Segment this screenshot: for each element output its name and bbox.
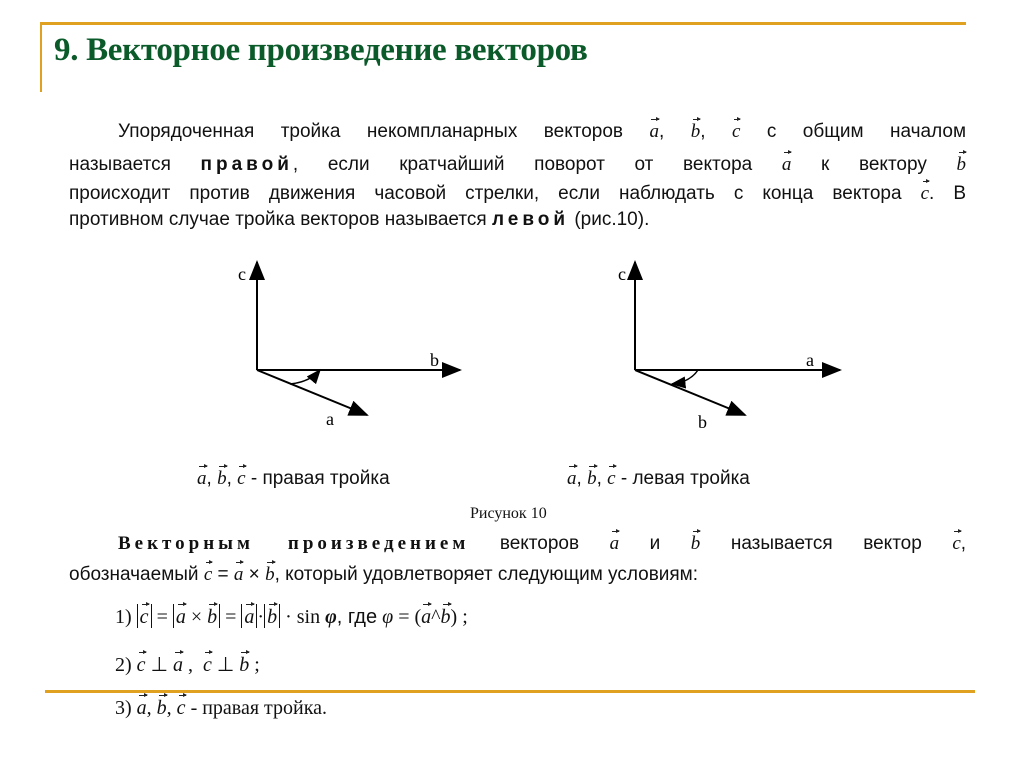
- vec-b: b: [956, 154, 967, 175]
- text: - правая тройка: [250, 468, 390, 489]
- text: называется: [69, 154, 171, 175]
- vec-b: b: [267, 606, 278, 628]
- vec-b: b: [207, 606, 218, 628]
- phi: φ: [325, 606, 337, 628]
- vec-b: b: [239, 654, 250, 676]
- vec-c: c: [176, 697, 186, 719]
- vec-b: b: [587, 468, 597, 489]
- definition-line-1: [118, 531, 966, 555]
- vector-b-arrow: [635, 370, 745, 415]
- text: векторов: [499, 533, 580, 554]
- vec-a: a: [649, 121, 659, 142]
- label-b: b: [430, 350, 439, 370]
- item-number: 1): [115, 606, 132, 628]
- text: - правая тройка.: [190, 697, 328, 719]
- vec-c: c: [202, 654, 212, 676]
- vec-b: b: [690, 121, 701, 142]
- rotation-arc: [672, 370, 698, 384]
- vec-b: b: [156, 697, 167, 719]
- vec-a: a: [567, 468, 577, 489]
- label-a: a: [806, 350, 814, 370]
- vec-triple: a, b, c: [649, 121, 741, 142]
- text: называется вектор: [730, 533, 922, 554]
- label-b: b: [698, 412, 707, 432]
- text: к вектору: [821, 154, 927, 175]
- text: , где: [336, 606, 378, 628]
- vec-c: c: [203, 564, 213, 585]
- vec-c: c: [139, 606, 149, 628]
- text: противном случае тройка векторов называется: [69, 209, 487, 230]
- text: . В: [929, 183, 967, 204]
- vec-a: a: [781, 154, 792, 175]
- text: и: [649, 533, 661, 554]
- sin: sin: [296, 606, 321, 628]
- vec-c: c: [731, 121, 741, 142]
- page-title: 9. Векторное произведение векторов: [54, 32, 588, 68]
- vec-c: c: [920, 183, 930, 204]
- text: , который удовлетворяет следующим условиям:: [274, 564, 699, 585]
- vec-a: a: [197, 468, 207, 489]
- label-a: a: [326, 409, 334, 429]
- vec-c: c: [237, 468, 246, 489]
- text: (рис.10).: [574, 209, 650, 230]
- vec-a: a: [136, 697, 147, 719]
- vec-a: a: [233, 564, 244, 585]
- text: , если кратчайший поворот от вектора: [292, 154, 753, 175]
- definition-line-2: обозначаемый c = a × b, который удовлетворяет следующим условиям:: [69, 564, 699, 585]
- vec-b: b: [440, 606, 451, 628]
- condition-2: 2) c ⊥ a , c ⊥ b ;: [115, 654, 260, 676]
- item-number: 3): [115, 697, 132, 719]
- left-triple-diagram: [618, 262, 840, 432]
- vec-b: b: [265, 564, 275, 585]
- vec-a: a: [172, 654, 183, 676]
- figure-caption: Рисунок 10: [470, 505, 547, 522]
- caption-right-triple: a, b, c - правая тройка: [197, 468, 390, 489]
- term-left: левой: [491, 209, 570, 230]
- vec-c: c: [607, 468, 616, 489]
- condition-1: 1) c = a × b = a · b · sin φ, где φ = (a^b) ;: [115, 606, 468, 628]
- vec-b: b: [690, 533, 701, 554]
- vec-c: c: [136, 654, 146, 676]
- term-cross-product: Векторным произведением: [118, 533, 470, 554]
- right-triple-diagram: [238, 262, 460, 429]
- text: ,: [960, 533, 967, 554]
- term-right: правой: [200, 154, 293, 175]
- text: обозначаемый: [69, 564, 199, 585]
- vec-a: a: [421, 606, 432, 628]
- label-c: c: [238, 264, 246, 284]
- vec-a: a: [175, 606, 186, 628]
- label-c: c: [618, 264, 626, 284]
- caption-left-triple: a, b, c - левая тройка: [567, 468, 750, 489]
- condition-3: 3) a, b, c - правая тройка.: [115, 697, 328, 719]
- vec-c: c: [952, 533, 961, 554]
- text: происходит против движения часовой стрелки, если наблюдать с конца вектора: [69, 183, 902, 204]
- text: с общим началом: [766, 121, 967, 142]
- text: Упорядоченная тройка некомпланарных векторов: [118, 121, 624, 142]
- text: - левая тройка: [620, 468, 750, 489]
- vec-a: a: [244, 606, 255, 628]
- rotation-arc: [290, 370, 320, 384]
- vec-a: a: [609, 533, 620, 554]
- phi: φ: [382, 606, 394, 628]
- vec-b: b: [217, 468, 227, 489]
- item-number: 2): [115, 654, 132, 676]
